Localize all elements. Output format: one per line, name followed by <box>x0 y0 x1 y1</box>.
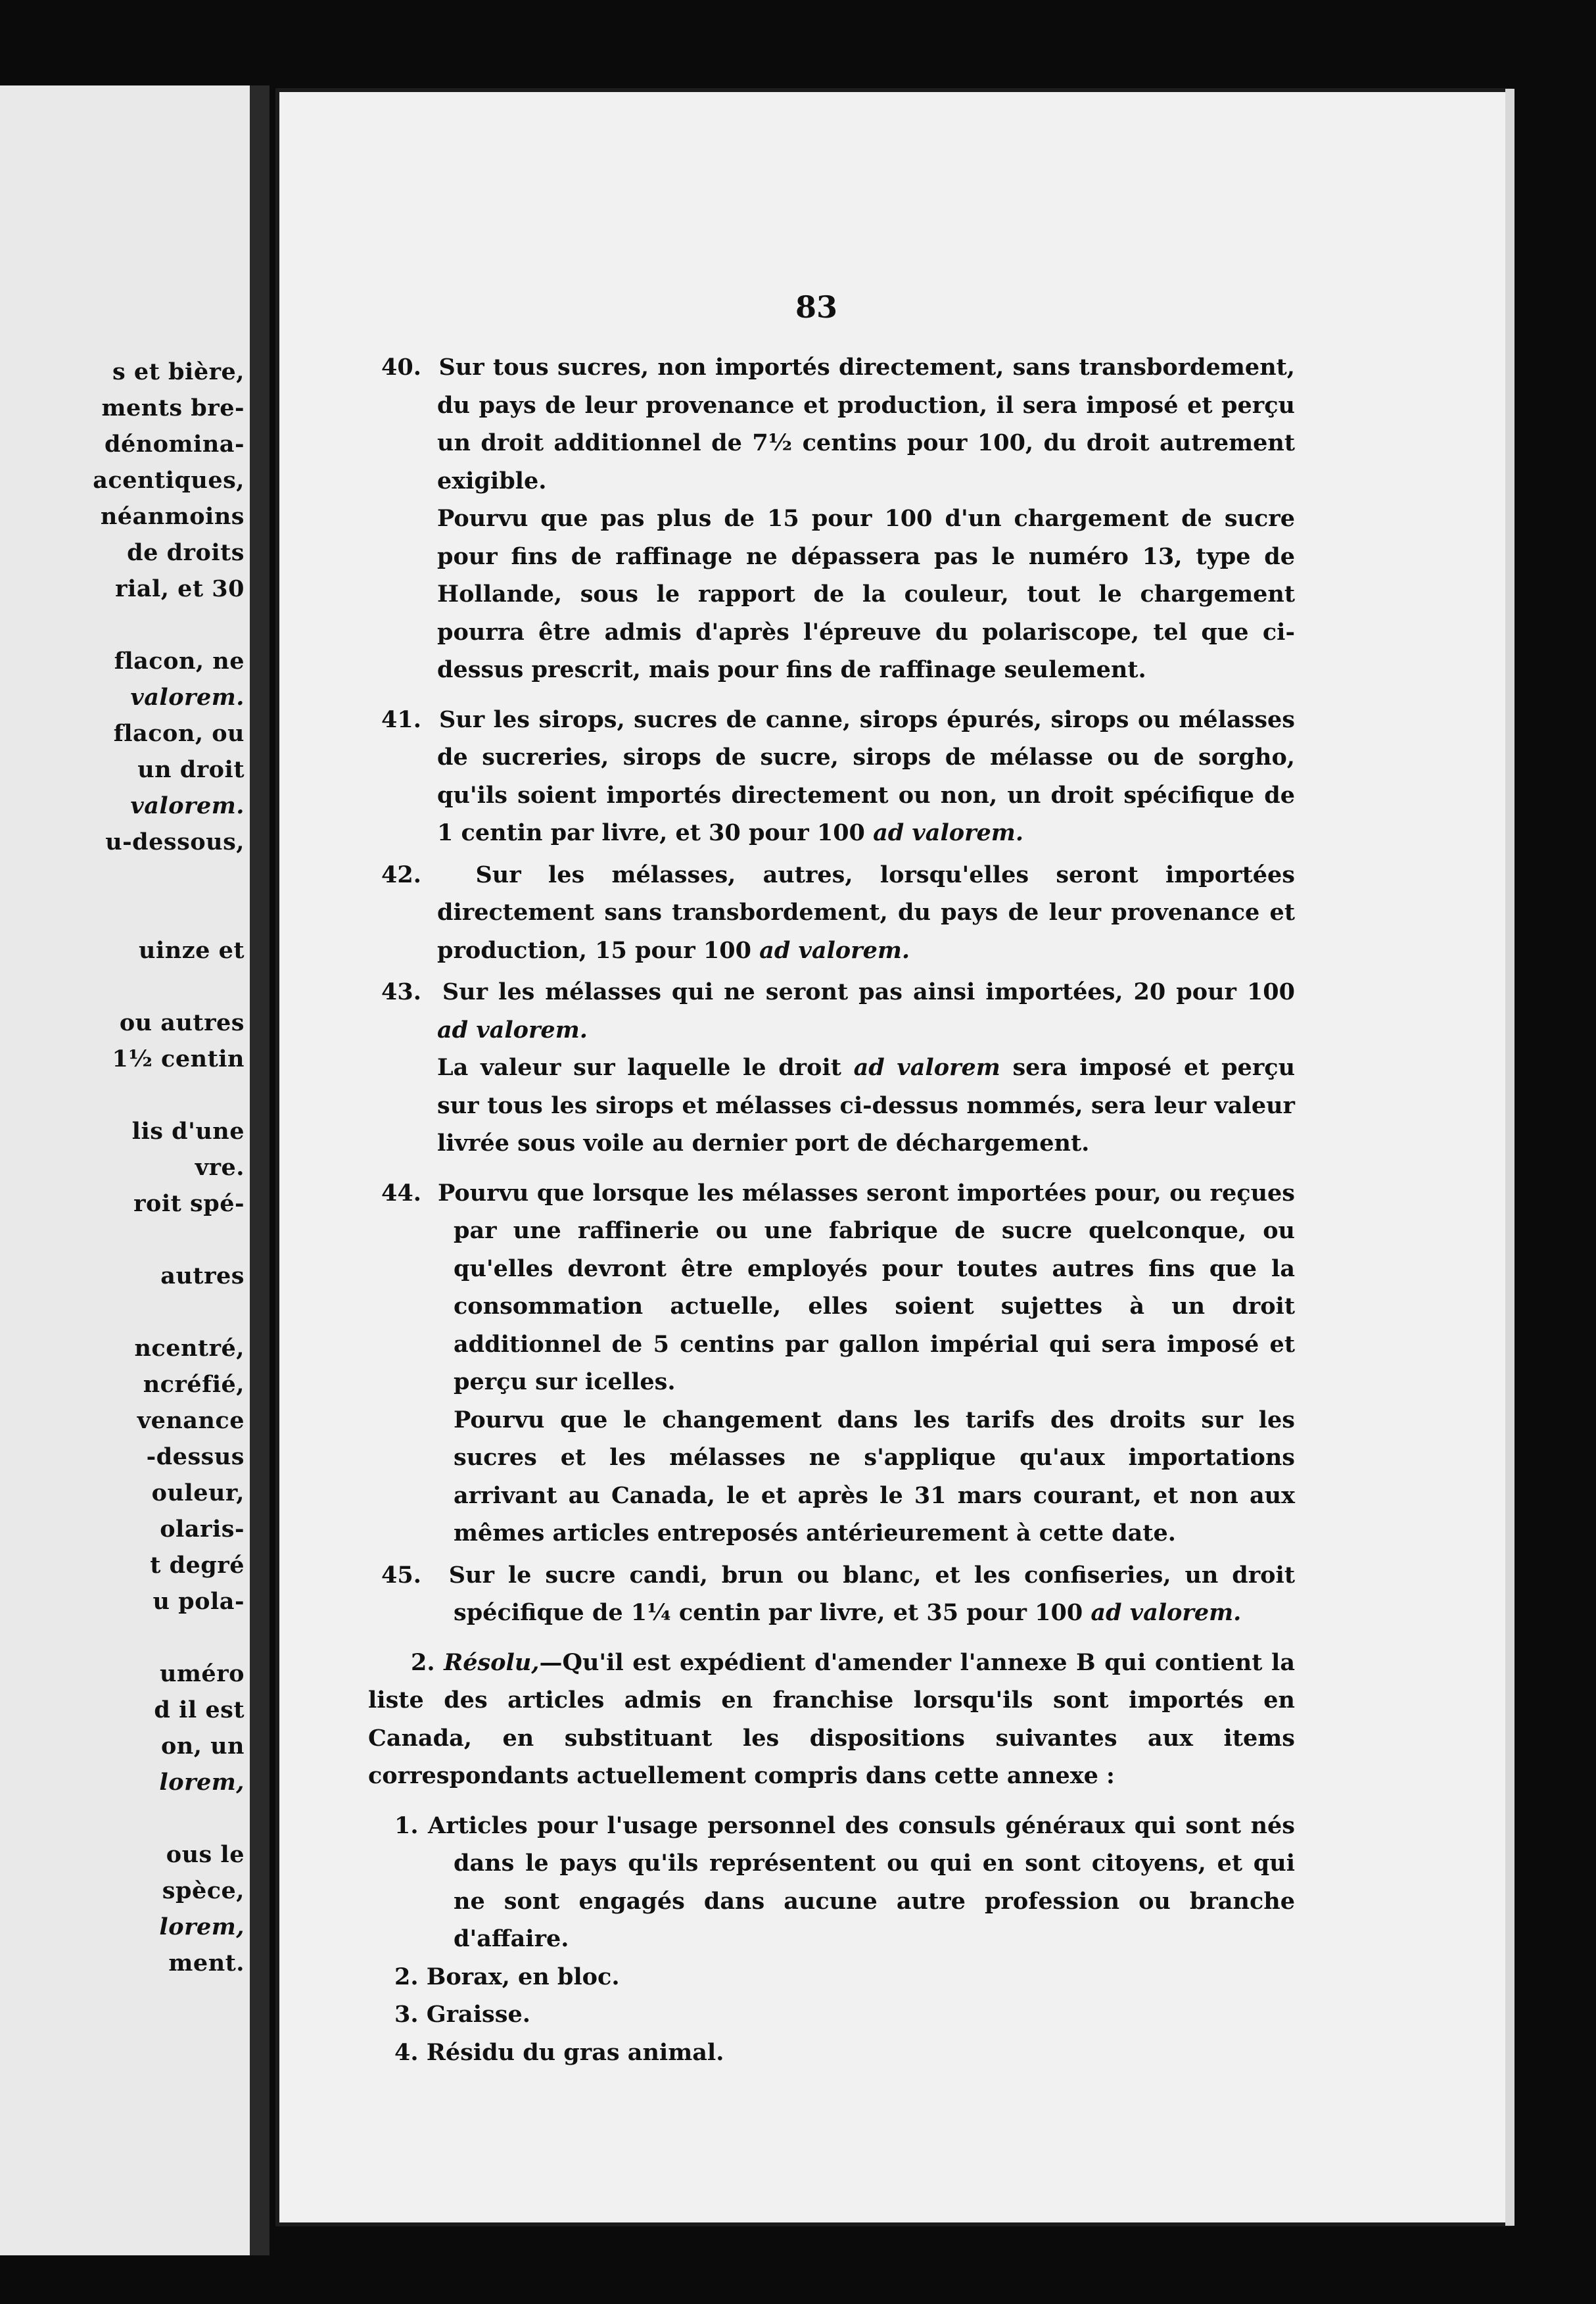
annex-item-number: 1. <box>394 1812 419 1839</box>
annex-item <box>381 1807 1295 1958</box>
left-page-fragment: valorem. <box>130 684 245 711</box>
left-page-fragment: on, un <box>160 1733 245 1760</box>
annex-list <box>381 1807 1295 2072</box>
resolution-label: Résolu, <box>444 1648 540 1676</box>
annex-item-text: Résidu du gras animal. <box>418 2038 724 2066</box>
item-text: Sur les sirops, sucres de canne, sirops épurés, sirops ou mélasses de sucreries, sirops de sucre, sirops de mélasse ou de sorgho, qu'ils soient importés directement ou non, un droit spécifique de 1 centin par livre, et 30 pour 100 <box>437 706 1296 846</box>
annex-item-number: 4. <box>394 2038 419 2066</box>
item-number: 41. <box>381 706 421 733</box>
left-page-fragment: ncréfié, <box>143 1371 245 1398</box>
item-41 <box>381 701 1295 852</box>
left-page-fragment: u-dessous, <box>105 828 245 855</box>
annex-item-text: Borax, en bloc. <box>418 1963 620 1990</box>
proviso-text: Pourvu que le changement dans les tarifs des droits sur les sucres et les mélasses ne s'applique qu'aux importations arrivant au Canada, le et après le 31 mars courant, et non aux mêmes articles entreposés antérieurement à cette date. <box>454 1406 1295 1547</box>
left-page-fragment: autres <box>160 1262 245 1289</box>
item-number: 44. <box>381 1179 421 1207</box>
left-page-fragment: rial, et 30 <box>115 575 245 602</box>
annex-item-number: 2. <box>394 1963 419 1990</box>
left-page-fragment: ou autres <box>119 1009 245 1036</box>
item-text: Sur tous sucres, non importés directement, sans transbordement, du pays de leur provenance et production, il sera imposé et perçu un droit additionnel de 7½ centins pour 100, du droit autrement exigible. <box>437 354 1295 494</box>
proviso-text: sera imposé et perçu sur tous les sirops et mélasses ci-dessus nommés, sera leur valeur livrée sous voile au dernier port de déchargement. <box>437 1054 1296 1157</box>
annex-item-text: Graisse. <box>418 2001 530 2028</box>
left-page-fragment: uinze et <box>139 937 245 964</box>
item-text: Pourvu que lorsque les mélasses seront importées pour, ou reçues par une raffinerie ou une fabrique de sucre quelconque, ou qu'elles devront être employés pour toutes autres fins que la consommation actuelle, elles soient sujettes à un droit additionnel de 5 centins par gallon impérial qui sera imposé et perçu sur icelles. <box>437 1179 1295 1395</box>
item-text: Sur les mélasses qui ne seront pas ainsi importées, 20 pour 100 <box>442 978 1295 1005</box>
proviso-text: Pourvu que pas plus de 15 pour 100 d'un chargement de sucre pour fins de raffinage ne dépassera pas le numéro 13, type de Hollande, sous le rapport de la couleur, tout le chargement pourra être admis d'après l'épreuve du polariscope, tel que ci-dessus prescrit, mais pour fins de raffinage seulement. <box>437 505 1295 683</box>
left-page-fragment: de droits <box>127 539 245 566</box>
annex-item-text: Articles pour l'usage personnel des consuls généraux qui sont nés dans le pays qu'ils représentent ou qui en sont citoyens, et qui ne sont engagés dans aucune autre profession ou branche d'affaire. <box>418 1812 1295 1952</box>
item-44 <box>381 1174 1295 1401</box>
left-page-fragment: roit spé- <box>133 1190 245 1217</box>
proviso-44 <box>381 1401 1295 1552</box>
resolution-number: 2. <box>411 1648 435 1676</box>
left-page-fragment: olaris- <box>160 1516 245 1543</box>
left-page-fragment: vre. <box>195 1154 245 1181</box>
left-page-fragment: 1½ centin <box>112 1045 245 1072</box>
left-page-fragment: -dessus <box>146 1443 245 1470</box>
left-page-fragment: lorem, <box>159 1769 245 1796</box>
left-facing-page <box>0 85 270 2255</box>
left-page-fragment: ncentré, <box>134 1335 245 1362</box>
left-page-fragment: t degré <box>150 1552 245 1579</box>
item-40 <box>381 348 1295 500</box>
item-italic: ad valorem. <box>759 936 910 964</box>
item-italic: ad valorem. <box>437 1016 588 1044</box>
annex-item-number: 3. <box>394 2001 419 2028</box>
left-page-fragment: néanmoins <box>100 503 245 530</box>
left-page-fragment: lorem, <box>159 1913 245 1940</box>
item-text: Sur le sucre candi, brun ou blanc, et les confiseries, un droit spécifique de 1¼ centin par livre, et 35 pour 100 <box>448 1561 1295 1626</box>
page-number: 83 <box>795 289 838 325</box>
left-page-fragment: lis d'une <box>131 1118 245 1145</box>
item-number: 43. <box>381 978 421 1005</box>
page-edge <box>1505 89 1514 2226</box>
item-43 <box>381 973 1295 1049</box>
left-page-fragment: flacon, ou <box>113 720 245 747</box>
page-body <box>368 348 1296 2071</box>
proviso-italic: ad valorem <box>853 1054 1000 1081</box>
left-page-fragment: flacon, ne <box>114 648 245 675</box>
resolution-text: —Qu'il est expédient d'amender l'annexe B qui contient la liste des articles admis en franchise lorsqu'ils sont importés en Canada, en substituant les dispositions suivantes aux items correspondants actuellement compris dans cette annexe : <box>368 1648 1295 1789</box>
annex-item <box>381 2034 1295 2072</box>
item-italic: ad valorem. <box>1091 1599 1242 1626</box>
left-page-fragment: uméro <box>159 1660 245 1687</box>
left-page-fragment: ment. <box>168 1950 245 1977</box>
proviso-text: La valeur sur laquelle le droit <box>437 1054 841 1081</box>
left-page-fragment: dénomina- <box>104 431 245 458</box>
left-page-fragment: ments bre- <box>101 395 245 421</box>
left-page-fragment: ous le <box>166 1841 245 1868</box>
annex-item <box>381 1996 1295 2034</box>
item-number: 40. <box>381 354 421 381</box>
item-42 <box>381 856 1295 970</box>
left-page-fragment: valorem. <box>130 792 245 819</box>
left-page-fragment: acentiques, <box>93 467 245 494</box>
proviso-43 <box>381 1049 1295 1163</box>
left-page-fragment: un droit <box>137 756 245 783</box>
left-page-fragment: spèce, <box>162 1877 245 1904</box>
item-45 <box>381 1556 1295 1632</box>
resolution <box>368 1644 1295 1795</box>
proviso-40 <box>381 500 1295 689</box>
left-page-fragment: venance <box>137 1407 245 1434</box>
left-page-fragment: u pola- <box>153 1588 245 1615</box>
left-page-fragment: d il est <box>154 1696 245 1723</box>
annex-item <box>381 1958 1295 1996</box>
item-italic: ad valorem. <box>873 819 1024 846</box>
item-number: 42. <box>381 861 421 888</box>
item-text: Sur les mélasses, autres, lorsqu'elles seront importées directement sans transbordement, du pays de leur provenance et production, 15 pour 100 <box>437 861 1295 964</box>
left-page-fragment: s et bière, <box>112 358 245 385</box>
left-page-fragment: ouleur, <box>151 1479 245 1506</box>
item-number: 45. <box>381 1561 421 1589</box>
